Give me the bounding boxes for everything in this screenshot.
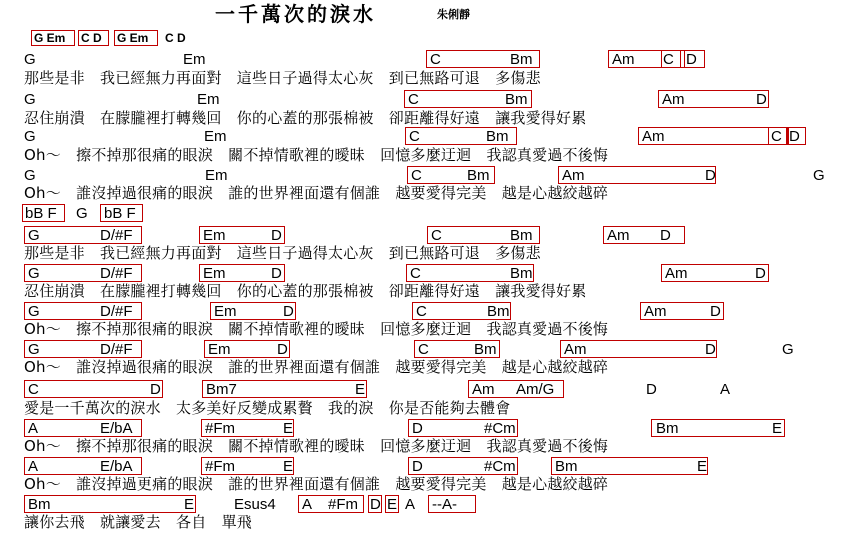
chord: C bbox=[430, 51, 441, 68]
chord-highlight-box bbox=[31, 30, 75, 46]
chord: E bbox=[387, 496, 398, 513]
chord: Em bbox=[208, 341, 231, 358]
chord: D bbox=[789, 128, 800, 145]
chord: Em bbox=[183, 51, 206, 68]
chord: Bm bbox=[467, 167, 490, 184]
chord: Am bbox=[612, 51, 635, 68]
chord-highlight-box bbox=[24, 264, 142, 282]
chord-highlight-box bbox=[204, 340, 290, 358]
chord-highlight-box bbox=[768, 127, 787, 145]
intro-chord: C D bbox=[81, 31, 102, 45]
chord: #Fm bbox=[205, 458, 235, 475]
chord-highlight-box bbox=[24, 340, 142, 358]
chord-highlight-box bbox=[202, 380, 367, 398]
lyric-line: Oh～ 誰沒掉過更痛的眼淚 誰的世界裡面還有個誰 越要愛得完美 越是心越絞越碎 bbox=[24, 475, 609, 493]
chord: D bbox=[686, 51, 697, 68]
chord-highlight-box bbox=[603, 226, 685, 244]
chord: G bbox=[24, 51, 36, 68]
chord-highlight-box bbox=[412, 302, 511, 320]
chord: E bbox=[355, 381, 366, 398]
chord: C bbox=[408, 91, 419, 108]
chord: bB F bbox=[25, 205, 57, 222]
chord: D bbox=[412, 420, 423, 437]
chord: D/#F bbox=[100, 227, 133, 244]
chord: E/bA bbox=[100, 458, 133, 475]
chord: E bbox=[283, 420, 294, 437]
lyric-line: Oh～ 誰沒掉過很痛的眼淚 誰的世界裡面還有個誰 越要愛得完美 越是心越絞越碎 bbox=[24, 358, 609, 376]
chord: D bbox=[412, 458, 423, 475]
chord: Bm bbox=[510, 51, 533, 68]
chord-highlight-box bbox=[24, 419, 142, 437]
chord: D bbox=[271, 227, 282, 244]
chord-highlight-box bbox=[368, 495, 382, 513]
chord-highlight-box bbox=[407, 166, 495, 184]
chord: Em bbox=[204, 128, 227, 145]
chord: Am bbox=[642, 128, 665, 145]
chord: Esus4 bbox=[234, 496, 276, 513]
chord: Bm bbox=[28, 496, 51, 513]
chord: A bbox=[28, 458, 39, 475]
chord: D bbox=[710, 303, 721, 320]
chord: E bbox=[772, 420, 783, 437]
chord-highlight-box bbox=[405, 127, 517, 145]
chord: D/#F bbox=[100, 265, 133, 282]
lyric-line: Oh～ 擦不掉那很痛的眼淚 關不掉情歌裡的曖昧 回憶多麼迂迴 我認真愛過不後悔 bbox=[24, 146, 609, 164]
lyric-line: Oh～ 誰沒掉過很痛的眼淚 誰的世界裡面還有個誰 越要愛得完美 越是心越絞越碎 bbox=[24, 184, 609, 202]
chord: C bbox=[411, 167, 422, 184]
chord: D bbox=[755, 265, 766, 282]
chord: G bbox=[24, 128, 36, 145]
lyric-line: 忍住崩潰 在朦朧裡打轉幾回 你的心蓋的那張棉被 卻距離得好遠 讓我愛得好累 bbox=[24, 109, 587, 127]
chord: D bbox=[705, 341, 716, 358]
chord: #Cm bbox=[484, 458, 516, 475]
chord: bB F bbox=[104, 205, 136, 222]
chord: G bbox=[76, 205, 88, 222]
chord-highlight-box bbox=[201, 457, 294, 475]
chord-highlight-box bbox=[661, 264, 769, 282]
chord: Em bbox=[197, 91, 220, 108]
chord-highlight-box bbox=[199, 264, 285, 282]
chord-highlight-box bbox=[408, 419, 518, 437]
chord: A bbox=[28, 420, 39, 437]
chord: C bbox=[418, 341, 429, 358]
chord: Am bbox=[562, 167, 585, 184]
chord-highlight-box bbox=[210, 302, 296, 320]
lyric-line: Oh～ 擦不掉那很痛的眼淚 關不掉情歌裡的曖昧 回憶多麼迂迴 我認真愛過不後悔 bbox=[24, 437, 609, 455]
chord: Am bbox=[607, 227, 630, 244]
chord-highlight-box bbox=[787, 127, 806, 145]
intro-chord: G Em bbox=[117, 31, 149, 45]
chord: #Fm bbox=[205, 420, 235, 437]
chord: D bbox=[150, 381, 161, 398]
chord: G bbox=[24, 91, 36, 108]
chord: E/bA bbox=[100, 420, 133, 437]
chord: Em bbox=[203, 227, 226, 244]
chord: D bbox=[277, 341, 288, 358]
chord: #Fm bbox=[328, 496, 358, 513]
chord: Bm bbox=[555, 458, 578, 475]
chord: D bbox=[756, 91, 767, 108]
chord-highlight-box bbox=[78, 30, 109, 46]
chord-highlight-box bbox=[24, 302, 142, 320]
chord-highlight-box bbox=[684, 50, 705, 68]
chord: G bbox=[28, 265, 40, 282]
chord-highlight-box bbox=[428, 495, 476, 513]
chord: Bm7 bbox=[206, 381, 237, 398]
lyric-line: 那些是非 我已經無力再面對 這些日子過得太心灰 到已無路可退 多傷悲 bbox=[24, 244, 541, 262]
chord: C bbox=[28, 381, 39, 398]
chord-highlight-box bbox=[638, 127, 789, 145]
chord: Am bbox=[665, 265, 688, 282]
chord: D bbox=[660, 227, 671, 244]
chord-highlight-box bbox=[201, 419, 294, 437]
chord: Am bbox=[564, 341, 587, 358]
chord: Em bbox=[214, 303, 237, 320]
chord-highlight-box bbox=[24, 457, 142, 475]
chord: C bbox=[409, 128, 420, 145]
chord-highlight-box bbox=[640, 302, 724, 320]
chord: Bm bbox=[656, 420, 679, 437]
chord-highlight-box bbox=[427, 226, 540, 244]
chord: Am bbox=[472, 381, 495, 398]
chord-highlight-box bbox=[661, 50, 681, 68]
chord: G bbox=[813, 167, 825, 184]
chord-highlight-box bbox=[560, 340, 717, 358]
chord: Bm bbox=[505, 91, 528, 108]
chord: D/#F bbox=[100, 303, 133, 320]
chord: Bm bbox=[487, 303, 510, 320]
chord-highlight-box bbox=[100, 204, 143, 222]
chord: Am bbox=[644, 303, 667, 320]
chord: C bbox=[416, 303, 427, 320]
chord-highlight-box bbox=[414, 340, 500, 358]
chord: Bm bbox=[474, 341, 497, 358]
chord: G bbox=[782, 341, 794, 358]
chord: E bbox=[184, 496, 195, 513]
chord: D bbox=[705, 167, 716, 184]
chord: G bbox=[28, 227, 40, 244]
chord-highlight-box bbox=[298, 495, 364, 513]
lyric-line: 忍住崩潰 在朦朧裡打轉幾回 你的心蓋的那張棉被 卻距離得好遠 讓我愛得好累 bbox=[24, 282, 587, 300]
chord: Bm bbox=[510, 265, 533, 282]
chord: G bbox=[24, 167, 36, 184]
chord: E bbox=[283, 458, 294, 475]
chord: C bbox=[410, 265, 421, 282]
chord-highlight-box bbox=[551, 457, 708, 475]
lyric-line: 讓你去飛 就讓愛去 各自 單飛 bbox=[24, 513, 253, 531]
chord: D bbox=[370, 496, 381, 513]
chord-highlight-box bbox=[558, 166, 716, 184]
intro-chord: C D bbox=[165, 31, 186, 45]
chord: Bm bbox=[486, 128, 509, 145]
chord: #Cm bbox=[484, 420, 516, 437]
chord: Em bbox=[203, 265, 226, 282]
chord: A bbox=[405, 496, 416, 513]
chord-highlight-box bbox=[658, 90, 769, 108]
chord-highlight-box bbox=[24, 495, 196, 513]
lyric-line: 愛是一千萬次的淚水 太多美好反變成累贅 我的淚 你是否能夠去體會 bbox=[24, 399, 511, 417]
chord: C bbox=[771, 128, 782, 145]
chord-highlight-box bbox=[114, 30, 158, 46]
chord-highlight-box bbox=[651, 419, 785, 437]
chord: Bm bbox=[510, 227, 533, 244]
chord: D/#F bbox=[100, 341, 133, 358]
chord: A bbox=[302, 496, 313, 513]
lyric-line: Oh～ 擦不掉那很痛的眼淚 關不掉情歌裡的曖昧 回憶多麼迂迴 我認真愛過不後悔 bbox=[24, 320, 609, 338]
intro-chord: G Em bbox=[34, 31, 66, 45]
chord-highlight-box bbox=[468, 380, 564, 398]
chord-highlight-box bbox=[385, 495, 399, 513]
chord: --A- bbox=[432, 496, 457, 513]
chord: D bbox=[646, 381, 657, 398]
chord-highlight-box bbox=[24, 226, 142, 244]
chord-highlight-box bbox=[408, 457, 518, 475]
chord: G bbox=[28, 303, 40, 320]
chord: C bbox=[431, 227, 442, 244]
chord: Am bbox=[662, 91, 685, 108]
chord: D bbox=[283, 303, 294, 320]
chord: G bbox=[28, 341, 40, 358]
chord-highlight-box bbox=[426, 50, 540, 68]
chord: D bbox=[271, 265, 282, 282]
chord-highlight-box bbox=[406, 264, 534, 282]
chord: Em bbox=[205, 167, 228, 184]
chord-highlight-box bbox=[199, 226, 285, 244]
chord-highlight-box bbox=[404, 90, 532, 108]
lyric-line: 那些是非 我已經無力再面對 這些日子過得太心灰 到已無路可退 多傷悲 bbox=[24, 69, 541, 87]
chord: C bbox=[663, 51, 674, 68]
chord-highlight-box bbox=[24, 380, 163, 398]
artist-name: 朱俐靜 bbox=[437, 8, 470, 21]
song-title: 一千萬次的淚水 bbox=[215, 2, 376, 26]
chord: Am/G bbox=[516, 381, 555, 398]
chord: E bbox=[697, 458, 708, 475]
chord: A bbox=[720, 381, 731, 398]
chord-highlight-box bbox=[22, 204, 65, 222]
